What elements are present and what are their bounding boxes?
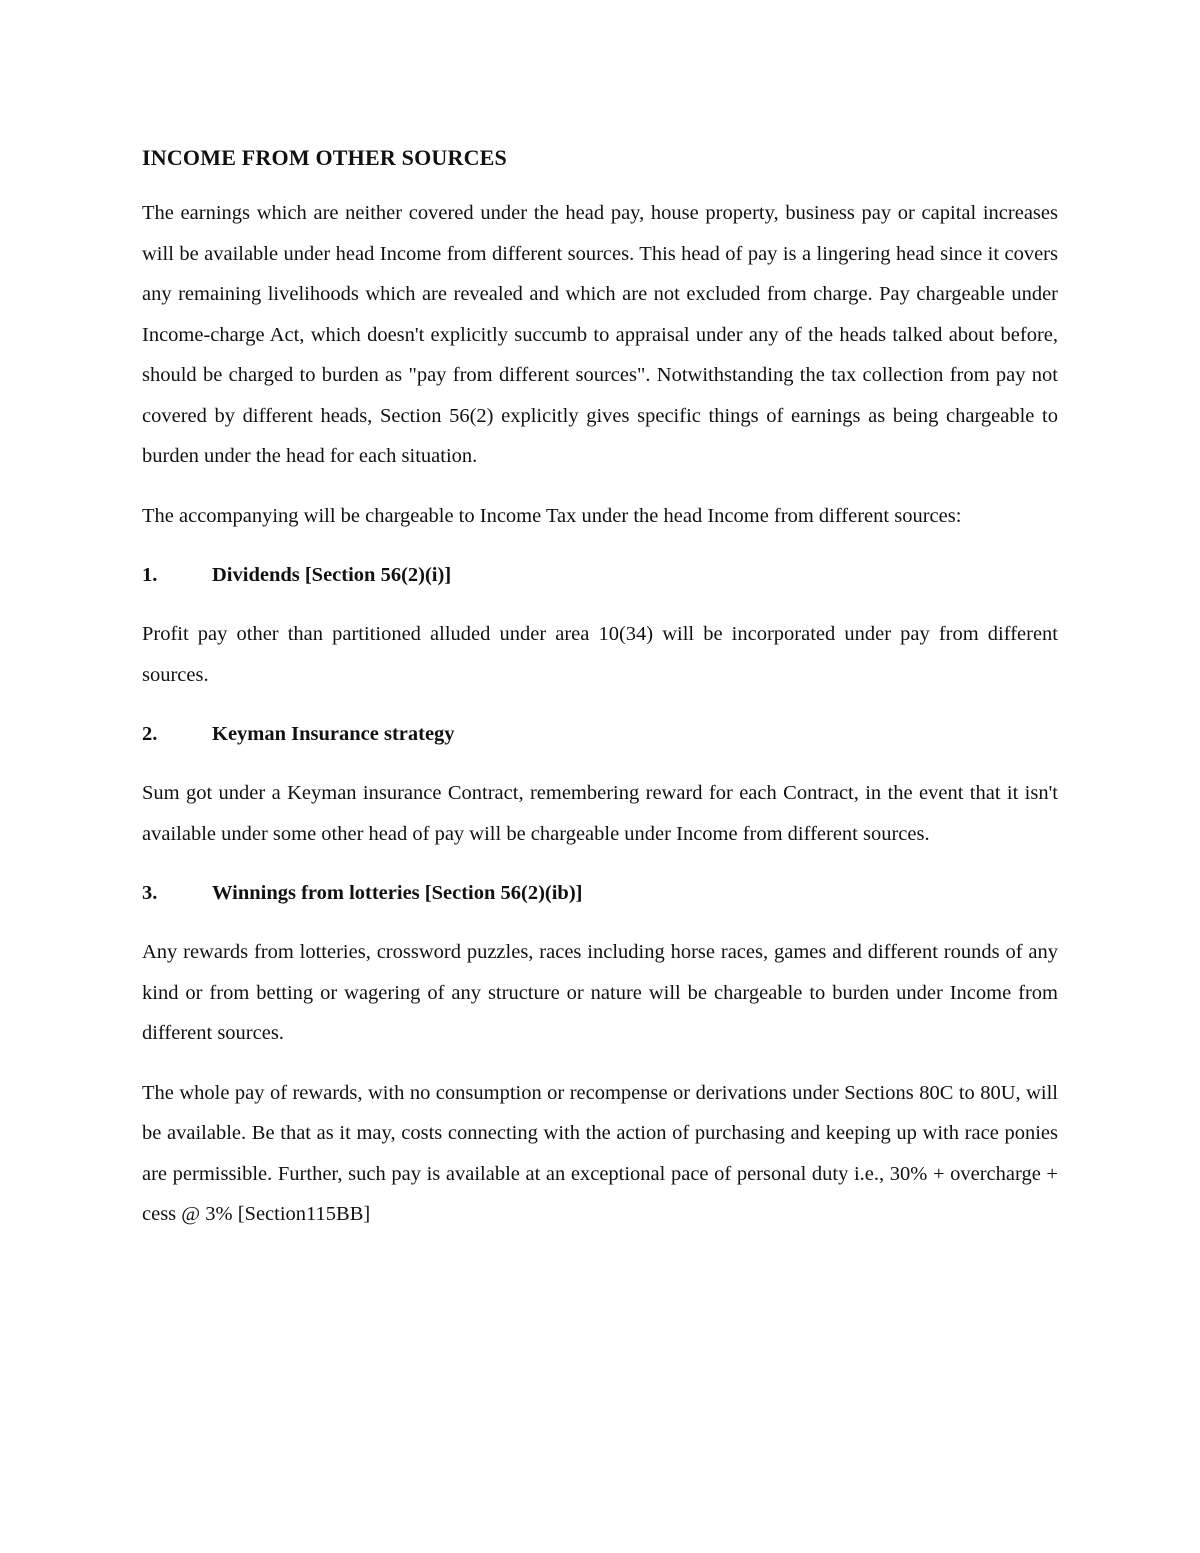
section-paragraph: The whole pay of rewards, with no consumption or recompense or derivations under Sections 80C to 80U, will be available. Be that as it may, costs connecting with the action of purchasing and keeping up with race ponies are permissible. Further, such pay is available at an exceptional pace of personal duty i.e., 30% + overcharge + cess @ 3% [Section115BB] (142, 1081, 1058, 1225)
section-heading (142, 555, 1058, 595)
section-dividends (142, 555, 1058, 695)
section-keyman-insurance (142, 714, 1058, 854)
section-number: 2. (142, 723, 158, 745)
document-page (142, 138, 1058, 1254)
section-title: Winnings from lotteries [Section 56(2)(ib)] (212, 882, 583, 904)
section-paragraph: Any rewards from lotteries, crossword puzzles, races including horse races, games and different rounds of any kind or from betting or wagering of any structure or nature will be chargeable to burden under Income from different sources. (142, 941, 1058, 1044)
section-title: Keyman Insurance strategy (212, 723, 455, 745)
list-intro-paragraph: The accompanying will be chargeable to Income Tax under the head Income from different sources: (142, 504, 962, 527)
section-heading (142, 714, 1058, 754)
section-lottery-winnings (142, 873, 1058, 1235)
section-title: Dividends [Section 56(2)(i)] (212, 564, 452, 586)
intro-paragraph: The earnings which are neither covered under the head pay, house property, business pay or capital increases will be available under head Income from different sources. This head of pay is a lingering head since it covers any remaining livelihoods which are revealed and which are not excluded from charge. Pay chargeable under Income-charge Act, which doesn't explicitly succumb to appraisal under any of the heads talked about before, should be charged to burden as "pay from different sources". Notwithstanding the tax collection from pay not covered by different heads, Section 56(2) explicitly gives specific things of earnings as being chargeable to burden under the head for each situation. (142, 202, 1058, 467)
section-number: 1. (142, 564, 158, 586)
section-paragraph: Sum got under a Keyman insurance Contract, remembering reward for each Contract, in the event that it isn't available under some other head of pay will be chargeable under Income from different sources. (142, 782, 1058, 845)
document-title: INCOME FROM OTHER SOURCES (142, 145, 507, 170)
section-number: 3. (142, 882, 158, 904)
section-heading (142, 873, 1058, 913)
section-paragraph: Profit pay other than partitioned alluded under area 10(34) will be incorporated under pay from different sources. (142, 623, 1058, 686)
